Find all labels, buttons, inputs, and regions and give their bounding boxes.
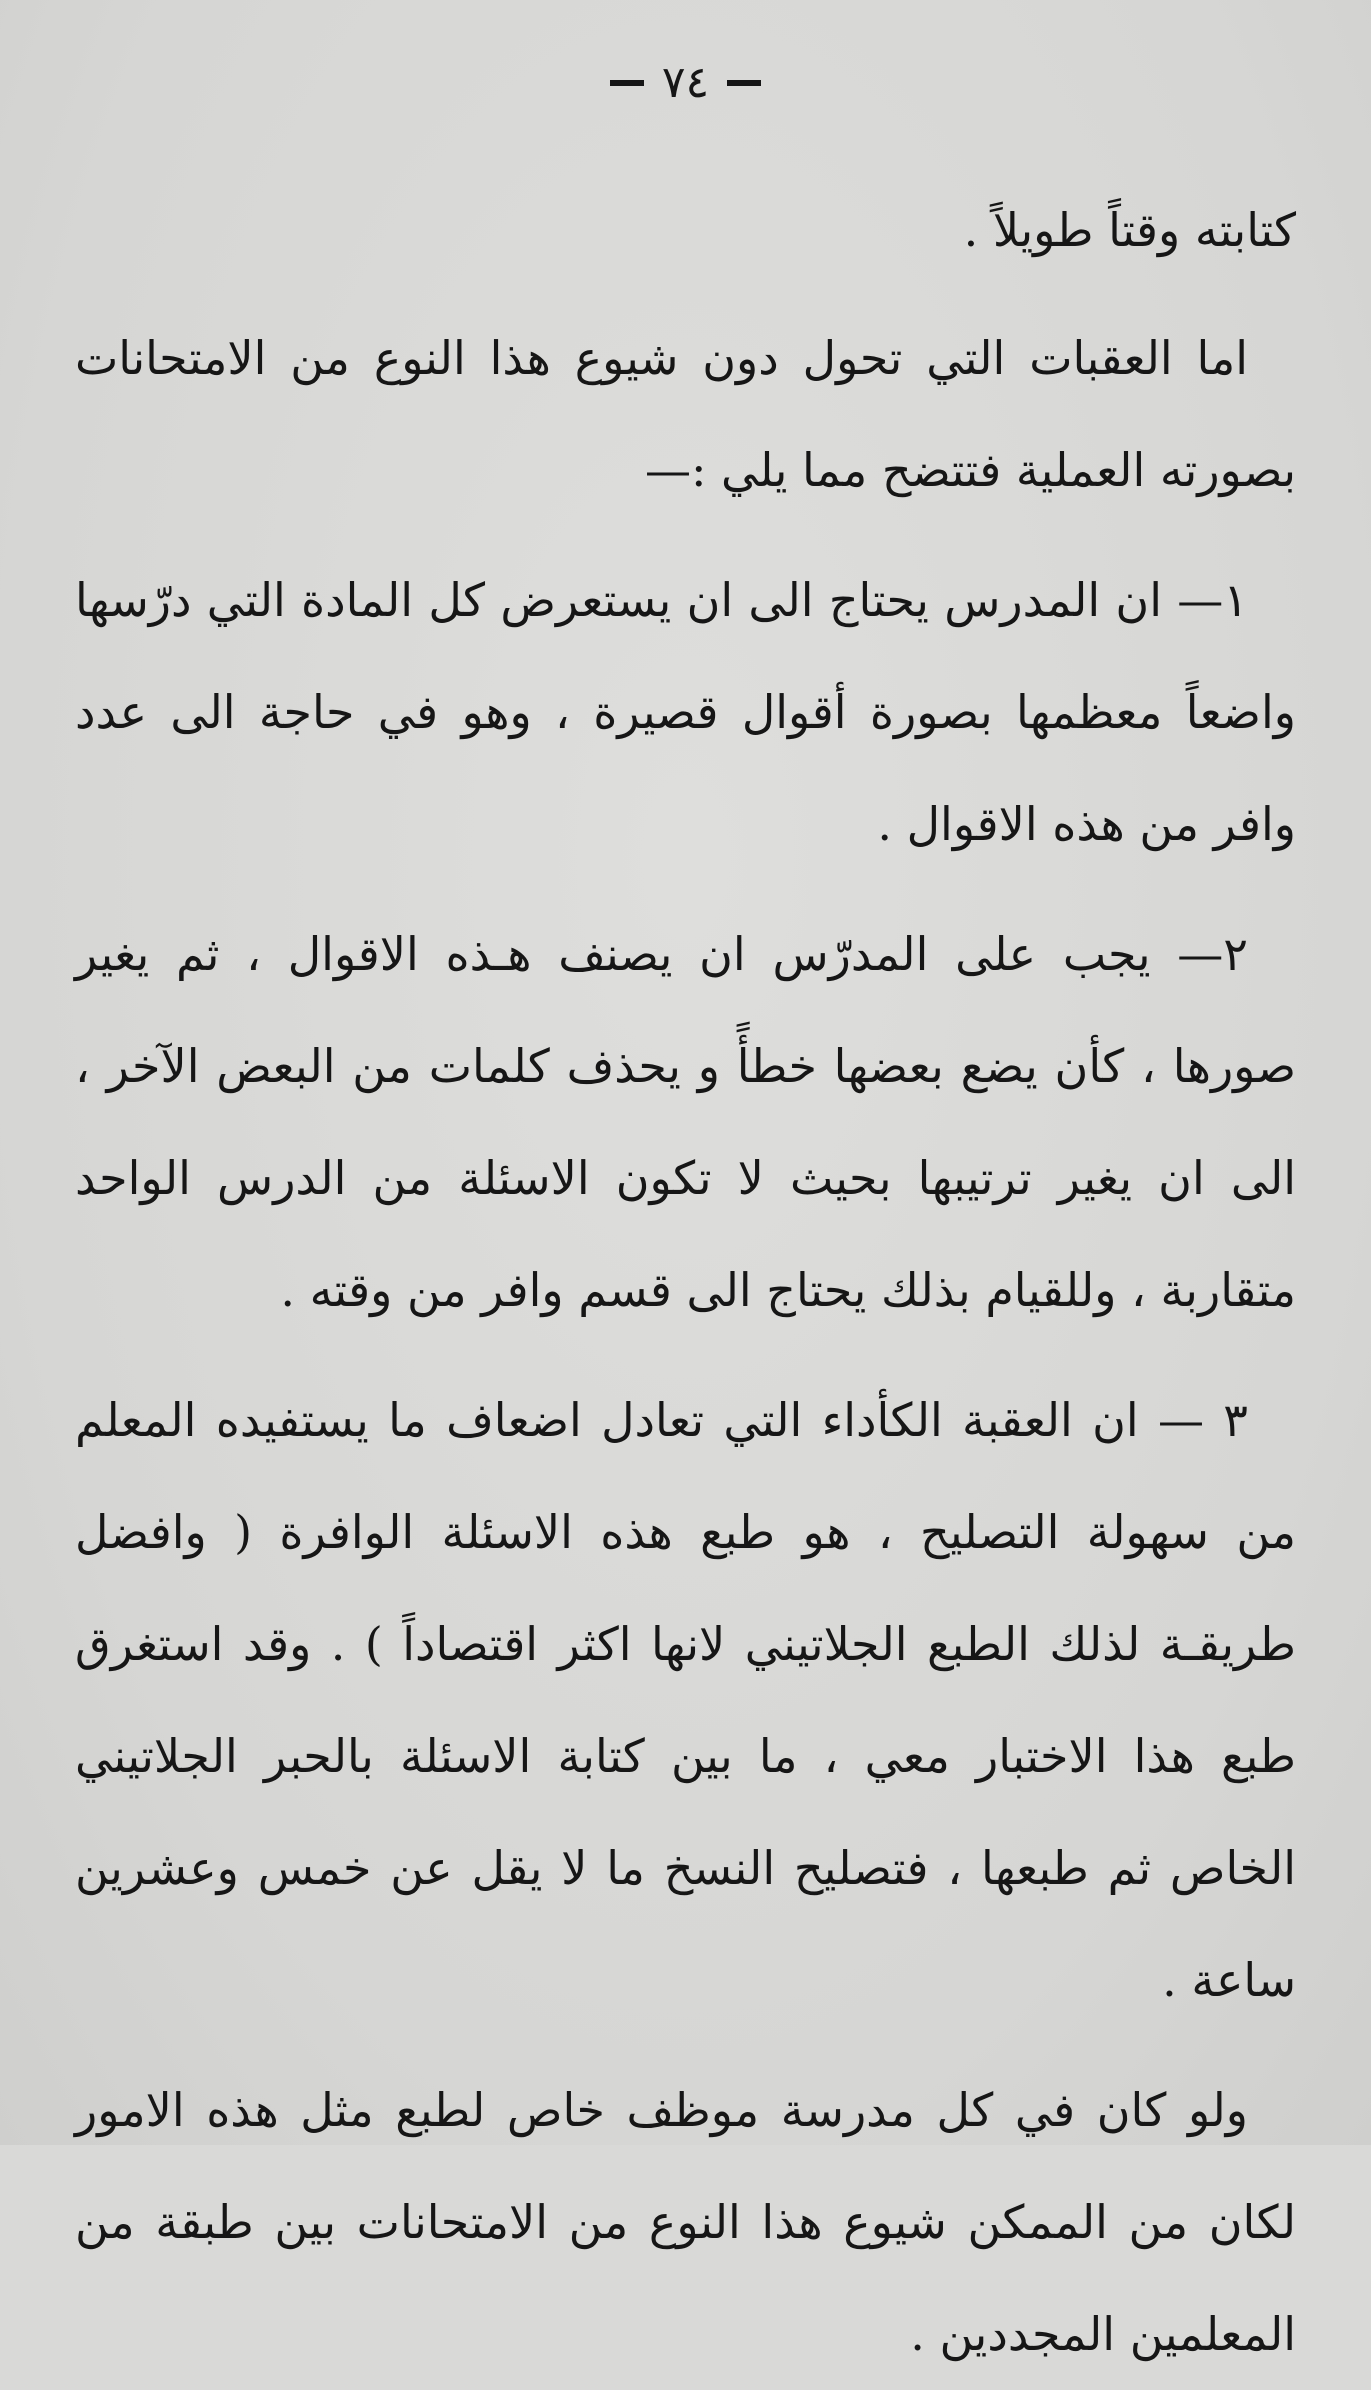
page-number: ٧٤ — [661, 56, 710, 108]
paragraph-obstacles-intro: اما العقبات التي تحول دون شيوع هذا النوع من الامتحانات بصورته العملية فتتضح مما يلي :— — [75, 331, 1296, 497]
header-dash-left — [610, 80, 644, 86]
paragraph-conclusion: ولو كان في كل مدرسة موظف خاص لطبع مثل هذه الامور لكان من الممكن شيوع هذا النوع من الامتحانات بين طبقة من المعلمين المجددين . — [75, 2083, 1296, 2361]
paragraph-continuation: كتابته وقتاً طويلاً . — [963, 203, 1296, 257]
paragraph-obstacle-2: ٢— يجب على المدرّس ان يصنف هـذه الاقوال ، ثم يغير صورها ، كأن يضع بعضها خطأً و يحذف كلمات من البعض الآخر ، الى ان يغير ترتيبها بحيث لا تكون الاسئلة من الدرس الواحد متقاربة ، وللقيام بذلك يحتاج الى قسم وافر من وقته . — [75, 927, 1296, 1317]
header-dash-right — [727, 80, 761, 86]
paragraph-obstacle-3: ٣ — ان العقبة الكأداء التي تعادل اضعاف ما يستفيده المعلم من سهولة التصليح ، هو طبع هذه الاسئلة الوافرة ( وافضل طريقـة لذلك الطبع الجلاتيني لانها اكثر اقتصاداً ) . وقد استغرق طبع هذا الاختبار معي ، ما بين كتابة الاسئلة بالحبر الجلاتيني الخاص ثم طبعها ، فتصليح النسخ ما لا يقل عن خمس وعشرين ساعة . — [75, 1393, 1296, 2007]
page-header — [75, 50, 1296, 110]
paragraph-obstacle-1: ١— ان المدرس يحتاج الى ان يستعرض كل المادة التي درّسها واضعاً معظمها بصورة أقوال قصيرة ، وهو في حاجة الى عدد وافر من هذه الاقوال . — [75, 573, 1296, 851]
